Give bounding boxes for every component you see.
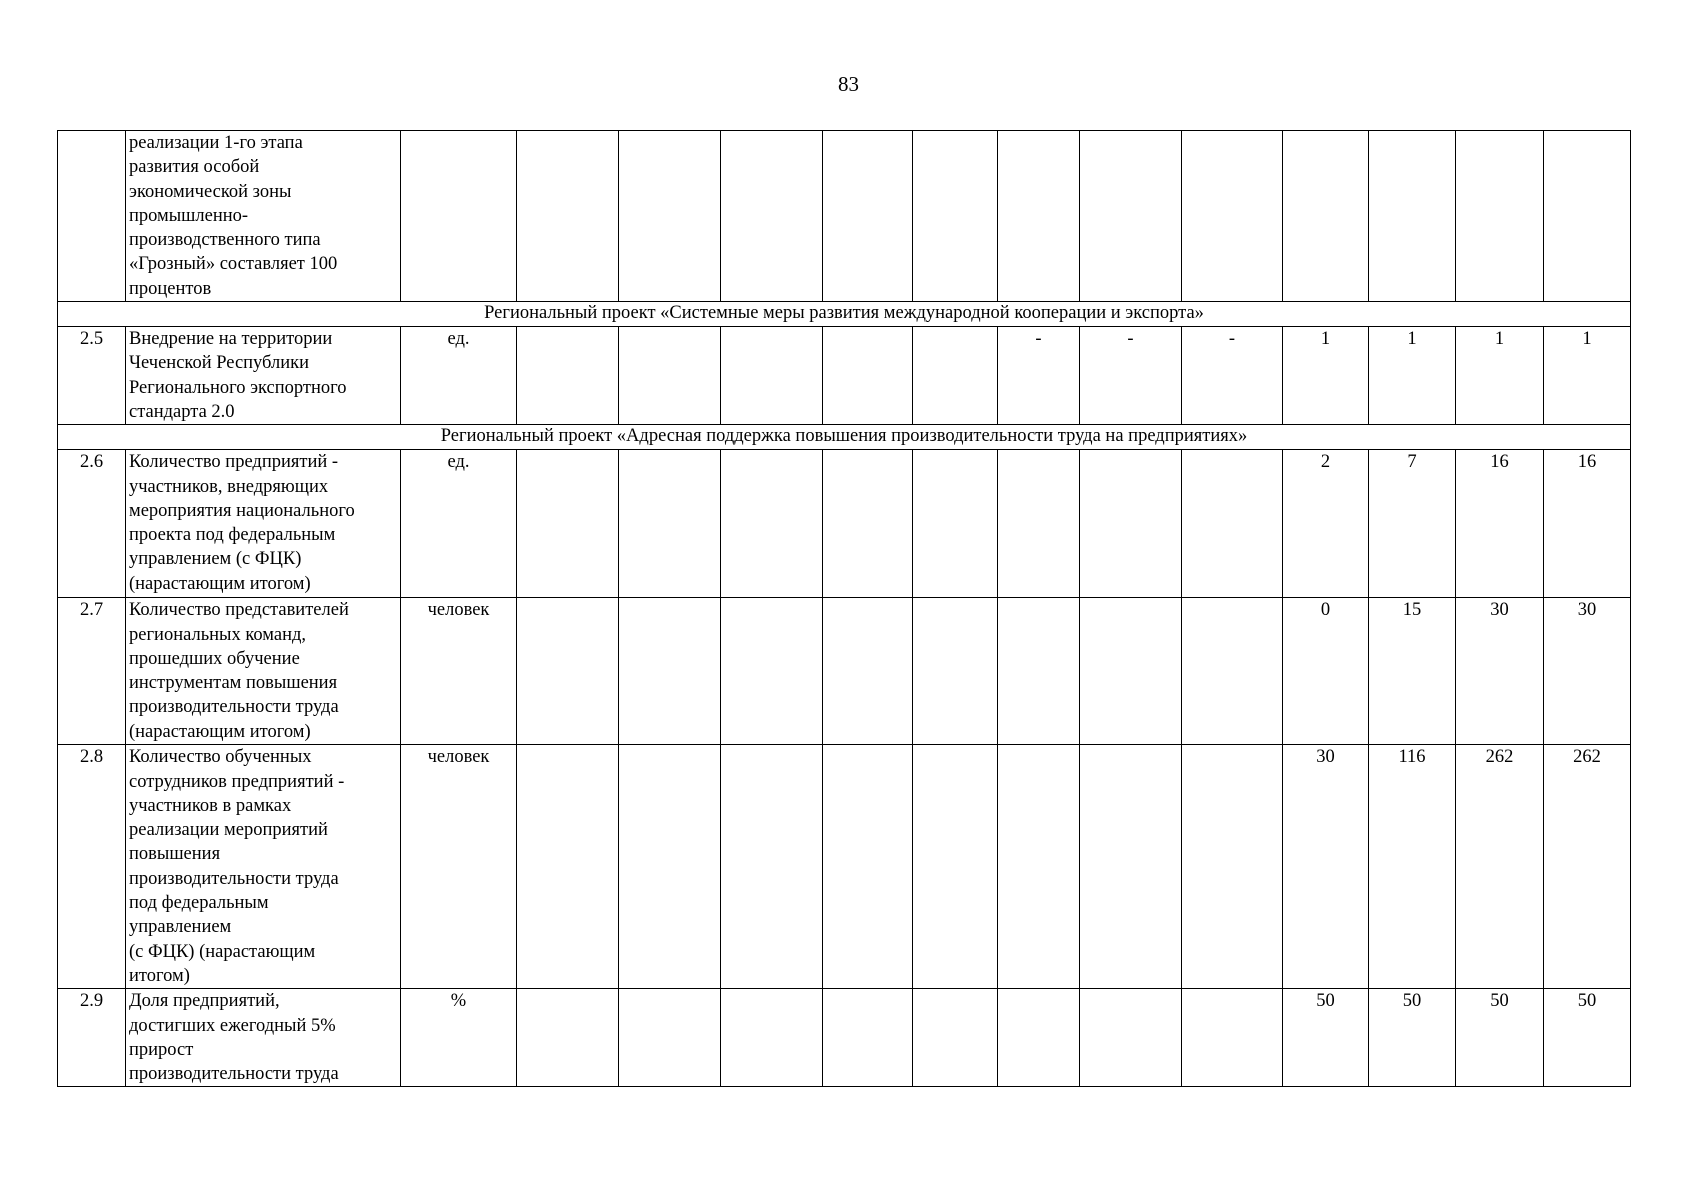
indicator-name-line: итогом) — [129, 965, 190, 986]
section-row — [58, 425, 1631, 450]
section-heading: Региональный проект «Адресная поддержка повышения производительности труда на предприятиях» — [58, 425, 1631, 450]
value-cell — [721, 450, 823, 598]
indicator-name-line: Количество предприятий - — [129, 452, 339, 473]
value-cell — [823, 598, 913, 745]
indicator-name-cell — [126, 131, 401, 302]
value-cell — [998, 989, 1080, 1087]
value-cell — [721, 598, 823, 745]
indicator-name-line: производительности труда — [129, 697, 339, 718]
value-cell: 30 — [1283, 745, 1369, 989]
value-cell — [619, 598, 721, 745]
indicator-name-line: «Грозный» составляет 100 — [129, 254, 338, 275]
indicator-name-line: стандарта 2.0 — [129, 401, 235, 422]
value-cell — [823, 131, 913, 302]
row-number-cell — [58, 131, 126, 302]
unit-cell: человек — [401, 598, 517, 745]
value-cell: 1 — [1544, 327, 1631, 425]
table-row — [58, 598, 1631, 745]
unit-cell: ед. — [401, 450, 517, 598]
row-number-cell: 2.7 — [58, 598, 126, 745]
value-cell — [823, 327, 913, 425]
indicator-name-line: (с ФЦК) (нарастающим — [129, 941, 316, 962]
indicator-name-line: инструментам повышения — [129, 673, 338, 694]
unit-cell — [401, 131, 517, 302]
value-cell — [721, 327, 823, 425]
indicator-name-line: прирост — [129, 1039, 194, 1060]
indicator-name-line: прошедших обучение — [129, 648, 300, 669]
value-cell — [721, 131, 823, 302]
row-number-cell: 2.8 — [58, 745, 126, 989]
indicator-name-line: Доля предприятий, — [129, 991, 280, 1012]
value-cell: 7 — [1369, 450, 1456, 598]
unit-cell: ед. — [401, 327, 517, 425]
indicator-name-line: мероприятия национального — [129, 500, 355, 521]
value-cell: 16 — [1544, 450, 1631, 598]
indicator-name-line: повышения — [129, 844, 221, 865]
value-cell — [1456, 131, 1544, 302]
indicator-name-line: управлением (с ФЦК) — [129, 549, 302, 570]
indicator-name-line: Чеченской Республики — [129, 353, 310, 374]
value-cell: 262 — [1456, 745, 1544, 989]
indicator-name-line: производительности труда — [129, 868, 339, 889]
value-cell — [1080, 450, 1182, 598]
section-row — [58, 302, 1631, 327]
value-cell: 262 — [1544, 745, 1631, 989]
indicator-name-line: (нарастающим итогом) — [129, 721, 311, 742]
value-cell — [1182, 598, 1283, 745]
indicator-name-line: Регионального экспортного — [129, 377, 347, 398]
indicators-table — [57, 130, 1631, 1087]
unit-cell: % — [401, 989, 517, 1087]
value-cell — [1182, 131, 1283, 302]
value-cell — [619, 989, 721, 1087]
value-cell: 30 — [1544, 598, 1631, 745]
value-cell — [517, 745, 619, 989]
value-cell — [517, 989, 619, 1087]
value-cell — [1283, 131, 1369, 302]
value-cell — [1080, 598, 1182, 745]
indicator-name-line: процентов — [129, 278, 212, 299]
table-row — [58, 989, 1631, 1087]
value-cell: 16 — [1456, 450, 1544, 598]
value-cell — [721, 745, 823, 989]
value-cell — [823, 989, 913, 1087]
value-cell: 50 — [1544, 989, 1631, 1087]
indicator-name-line: (нарастающим итогом) — [129, 573, 311, 594]
indicator-name-line: промышленно- — [129, 205, 249, 226]
value-cell: 50 — [1283, 989, 1369, 1087]
value-cell: 1 — [1369, 327, 1456, 425]
value-cell — [998, 745, 1080, 989]
indicator-name-line: региональных команд, — [129, 624, 307, 645]
indicator-name-cell — [126, 327, 401, 425]
value-cell — [998, 598, 1080, 745]
indicator-name-line: реализации мероприятий — [129, 820, 328, 841]
indicator-name-line: участников в рамках — [129, 795, 292, 816]
row-number-cell: 2.6 — [58, 450, 126, 598]
value-cell — [913, 598, 998, 745]
value-cell — [1544, 131, 1631, 302]
indicator-name-line: Количество представителей — [129, 600, 349, 621]
unit-cell: человек — [401, 745, 517, 989]
value-cell — [823, 450, 913, 598]
value-cell — [619, 745, 721, 989]
value-cell — [1182, 745, 1283, 989]
value-cell — [913, 989, 998, 1087]
value-cell: 1 — [1456, 327, 1544, 425]
value-cell — [1182, 989, 1283, 1087]
value-cell — [913, 327, 998, 425]
indicator-name-line: Внедрение на территории — [129, 329, 333, 350]
value-cell: 30 — [1456, 598, 1544, 745]
value-cell — [721, 989, 823, 1087]
indicator-name-cell — [126, 598, 401, 745]
value-cell — [998, 450, 1080, 598]
indicator-name-cell — [126, 745, 401, 989]
table-row — [58, 450, 1631, 598]
section-heading: Региональный проект «Системные меры развития международной кооперации и экспорта» — [58, 302, 1631, 327]
row-number-cell: 2.9 — [58, 989, 126, 1087]
indicator-name-line: производительности труда — [129, 1064, 339, 1085]
indicator-name-line: Количество обученных — [129, 747, 312, 768]
indicator-name-line: сотрудников предприятий - — [129, 771, 345, 792]
value-cell — [517, 450, 619, 598]
table-row — [58, 327, 1631, 425]
indicator-name-line: производственного типа — [129, 230, 321, 251]
value-cell — [1080, 131, 1182, 302]
indicator-name-line: управлением — [129, 917, 232, 938]
value-cell — [1080, 745, 1182, 989]
indicator-name-line: экономической зоны — [129, 181, 292, 202]
value-cell — [517, 598, 619, 745]
value-cell — [998, 131, 1080, 302]
value-cell — [1182, 450, 1283, 598]
row-number-cell: 2.5 — [58, 327, 126, 425]
page-number: 83 — [838, 72, 859, 96]
value-cell: - — [1080, 327, 1182, 425]
value-cell — [517, 131, 619, 302]
value-cell: 116 — [1369, 745, 1456, 989]
indicator-name-line: проекта под федеральным — [129, 525, 336, 546]
indicator-name-cell — [126, 989, 401, 1087]
value-cell: 1 — [1283, 327, 1369, 425]
indicator-name-line: развития особой — [129, 157, 260, 178]
value-cell: - — [1182, 327, 1283, 425]
value-cell — [1369, 131, 1456, 302]
value-cell — [913, 745, 998, 989]
indicator-name-line: достигших ежегодный 5% — [129, 1015, 336, 1036]
value-cell — [1080, 989, 1182, 1087]
indicator-name-line: участников, внедряющих — [129, 476, 329, 497]
value-cell — [913, 450, 998, 598]
value-cell: 15 — [1369, 598, 1456, 745]
value-cell — [913, 131, 998, 302]
indicator-name-line: под федеральным — [129, 893, 269, 914]
value-cell: 50 — [1456, 989, 1544, 1087]
indicator-name-line: реализации 1-го этапа — [129, 133, 303, 153]
value-cell: 50 — [1369, 989, 1456, 1087]
value-cell — [823, 745, 913, 989]
table-row — [58, 131, 1631, 302]
value-cell: 0 — [1283, 598, 1369, 745]
value-cell: - — [998, 327, 1080, 425]
value-cell — [517, 327, 619, 425]
value-cell — [619, 131, 721, 302]
value-cell — [619, 327, 721, 425]
value-cell — [619, 450, 721, 598]
table-row — [58, 745, 1631, 989]
value-cell: 2 — [1283, 450, 1369, 598]
indicator-name-cell — [126, 450, 401, 598]
